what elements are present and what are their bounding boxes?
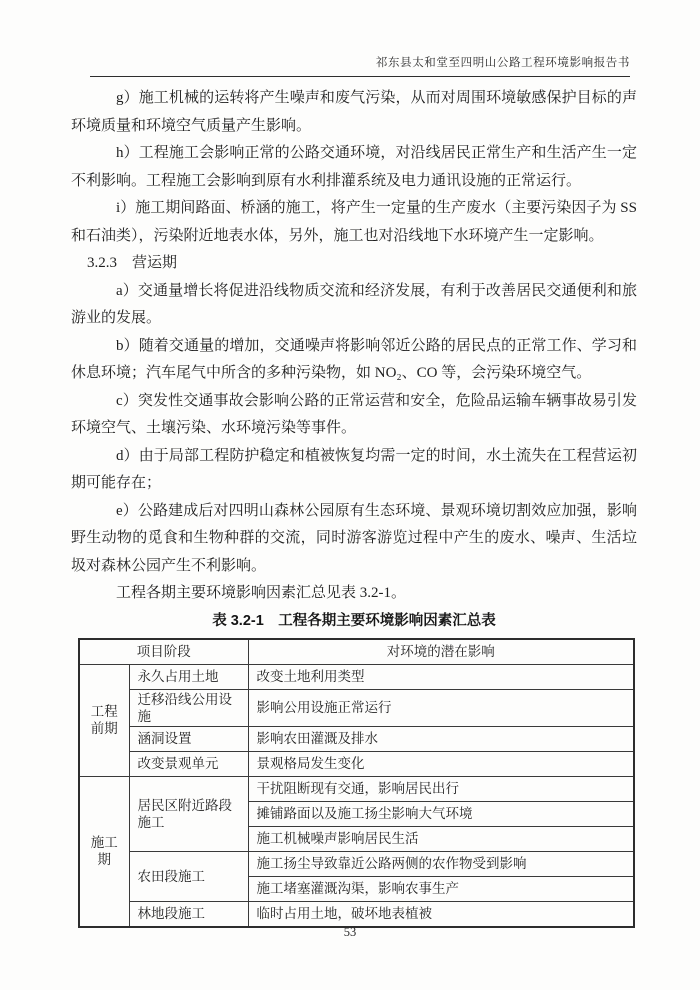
page-number: 53: [343, 925, 357, 939]
impact-cell: 影响公用设施正常运行: [248, 689, 634, 726]
paragraph-d: d）由于局部工程防护稳定和植被恢复均需一定的时间，水土流失在工程营运初期可能存在；: [71, 447, 637, 491]
impact-cell: 摊铺路面以及施工扬尘影响大气环境: [248, 801, 634, 826]
activity-cell: 改变景观单元: [129, 751, 248, 776]
impact-cell: 施工堵塞灌溉沟渠，影响农事生产: [248, 876, 634, 901]
activity-cell: 农田段施工: [129, 851, 248, 901]
activity-cell: 永久占用土地: [129, 664, 248, 689]
column-header-impact: 对环境的潜在影响: [248, 639, 634, 665]
paragraph-g: g）施工机械的运转将产生噪声和废气污染，从而对周围环境敏感保护目标的声环境质量和环境空气质量产生影响。: [71, 90, 637, 134]
impact-cell: 影响农田灌溉及排水: [248, 726, 634, 751]
table-title: 表 3.2-1 工程各期主要环境影响因素汇总表: [212, 612, 496, 629]
impact-cell: 临时占用土地，破坏地表植被: [248, 901, 634, 927]
activity-cell: 林地段施工: [129, 901, 248, 927]
impact-cell: 景观格局发生变化: [248, 751, 634, 776]
activity-cell: 迁移沿线公用设施: [129, 689, 248, 726]
table-row: [79, 689, 634, 726]
paragraph-b: b）随着交通量的增加，交通噪声将影响邻近公路的居民点的正常工作、学习和休息环境；汽车尾气中所含的多种污染物，如 NO₂、CO 等，会污染环境空气。: [71, 337, 637, 381]
table-header-row: [79, 639, 634, 665]
section-heading-3-2-3: 3.2.3 营运期: [87, 255, 178, 271]
paragraph-a: a）交通量增长将促进沿线物质交流和经济发展，有利于改善居民交通便利和旅游业的发展。: [71, 282, 637, 326]
running-header-title: 祁东县太和堂至四明山公路工程环境影响报告书: [375, 57, 630, 69]
table-row: [79, 901, 634, 927]
paragraph-c: c）突发性交通事故会影响公路的正常运营和安全，危险品运输车辆事故易引发环境空气、土壤污染、水环境污染等事件。: [71, 392, 637, 436]
table-row: [79, 751, 634, 776]
column-header-stage: 项目阶段: [79, 639, 248, 665]
table-row: [79, 664, 634, 689]
impact-summary-table: [78, 638, 635, 928]
paragraph-h: h）工程施工会影响正常的公路交通环境，对沿线居民正常生产和生活产生一定不利影响。工程施工会影响到原有水利排灌系统及电力通讯设施的正常运行。: [71, 145, 637, 189]
phase-cell-construction: 施工期: [79, 776, 129, 927]
impact-cell: 施工扬尘导致靠近公路两侧的农作物受到影响: [248, 851, 634, 876]
table-row: [79, 726, 634, 751]
page-content: [71, 85, 637, 928]
impact-cell: 干扰阻断现有交通，影响居民出行: [248, 776, 634, 801]
paragraph-i: i）施工期间路面、桥涵的施工，将产生一定量的生产废水（主要污染因子为 SS 和石油类），污染附近地表水体，另外，施工也对沿线地下水环境产生一定影响。: [71, 200, 637, 244]
table-row: [79, 776, 634, 801]
impact-cell: 施工机械噪声影响居民生活: [248, 826, 634, 851]
paragraph-e: e）公路建成后对四明山森林公园原有生态环境、景观环境切割效应加强，影响野生动物的觅食和生物种群的交流，同时游客游览过程中产生的废水、噪声、生活垃圾对森林公园产生不利影响。: [71, 502, 637, 574]
phase-cell-pre-construction: 工程前期: [79, 664, 129, 776]
table-row: [79, 851, 634, 876]
impact-cell: 改变土地利用类型: [248, 664, 634, 689]
paragraph-table-ref: 工程各期主要环境影响因素汇总见表 3.2-1。: [116, 585, 406, 601]
activity-cell: 涵洞设置: [129, 726, 248, 751]
header-rule: [90, 76, 630, 77]
activity-cell: 居民区附近路段施工: [129, 776, 248, 851]
